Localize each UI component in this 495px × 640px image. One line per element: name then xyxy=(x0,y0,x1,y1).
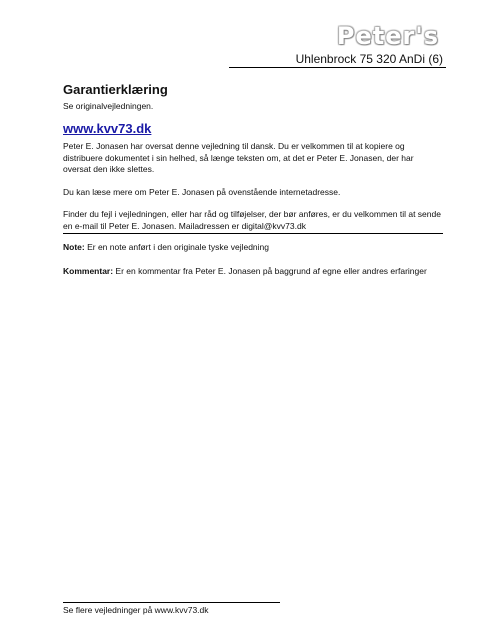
website-link[interactable]: www.kvv73.dk xyxy=(63,121,152,136)
comment-text: Er en kommentar fra Peter E. Jonasen på baggrund af egne eller andres erfaringer xyxy=(113,265,427,276)
paragraph-more-info: Du kan læse mere om Peter E. Jonasen på ovenstående internetadresse. xyxy=(63,186,341,197)
footer-text: Se flere vejledninger på www.kvv73.dk xyxy=(63,605,209,615)
section-heading: Garantierklæring xyxy=(63,82,168,97)
header-divider xyxy=(229,67,446,68)
comment-line xyxy=(63,266,433,278)
paragraph-feedback: Finder du fejl i vejledningen, eller har råd og tilføjelser, der bør anføres, er du velkommen til at sende en e-mail til Peter E. Jonasen. Mailadressen er digital@kvv73.dk xyxy=(63,209,441,231)
note-label: Note: xyxy=(63,242,85,252)
brand-logo: Peter's xyxy=(336,22,439,50)
document-title: Uhlenbrock 75 320 AnDi (6) xyxy=(295,52,443,66)
main-content xyxy=(63,82,443,232)
section-subtitle: Se originalvejledningen. xyxy=(63,101,154,111)
note-line xyxy=(63,242,433,254)
footer-divider xyxy=(63,602,280,603)
comment-label: Kommentar: xyxy=(63,265,114,276)
paragraph-translation: Peter E. Jonasen har oversat denne vejledning til dansk. Du er velkommen til at kopiere og distribuere dokumentet i sin helhed, så længe teksten om, at det er Peter E. Jonasen, der har oversat den ikke slettes. xyxy=(63,141,414,174)
note-text: Er en note anført i den originale tyske vejledning xyxy=(84,242,270,252)
notes-section xyxy=(63,242,433,277)
content-divider xyxy=(63,233,443,234)
